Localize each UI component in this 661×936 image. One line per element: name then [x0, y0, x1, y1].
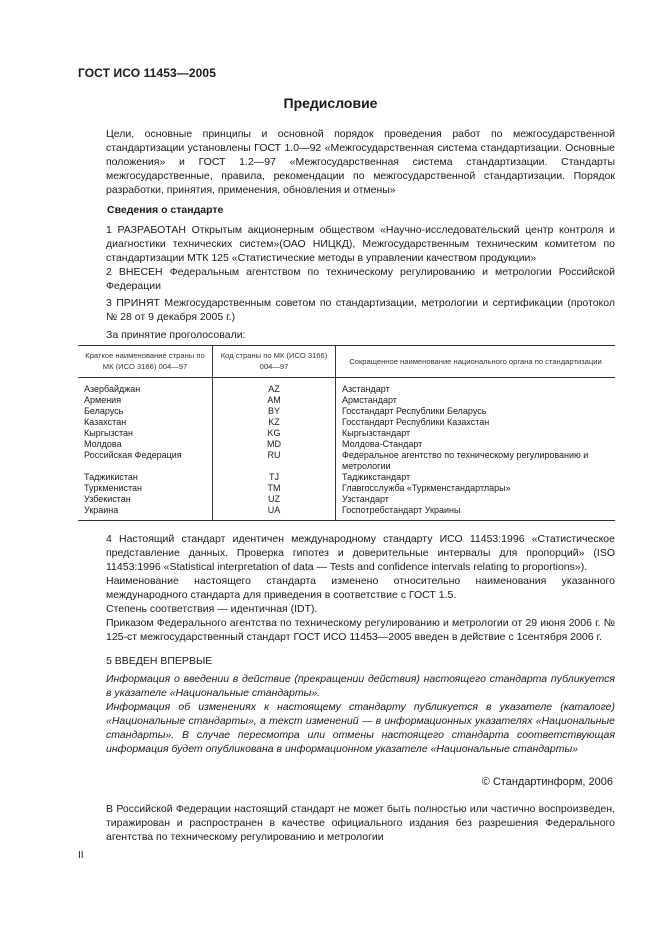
info-block	[78, 672, 615, 756]
copyright: © Стандартинформ, 2006	[481, 776, 613, 788]
table-row	[78, 505, 615, 521]
item-1-text: 1 РАЗРАБОТАН Открытым акционерным обществом «Научно-исследовательский центр контроля и диагностики технических систем»(ОАО НИЦКД), Межгосударственным техническим комитетом по стандартизации МТК 125 «Статистические методы в управлении качеством продукции»	[106, 224, 615, 264]
body-cell: Госпотребстандарт Украины	[336, 505, 616, 521]
voted-line	[78, 328, 615, 342]
item-2-text: 2 ВНЕСЕН Федеральным агентством по техническому регулированию и метрологии Российской Федерации	[106, 266, 615, 292]
item-4-name-change: Наименование настоящего стандарта изменено относительно наименования указанного международного стандарта для приведения в соответствие с ГОСТ 1.5.	[106, 575, 615, 601]
table-row	[78, 406, 615, 417]
table-row	[78, 395, 615, 406]
country-cell: Беларусь	[84, 406, 124, 416]
intro-text: Цели, основные принципы и основной порядок проведения работ по межгосударственной стандартизации установлены ГОСТ 1.0—92 «Межгосударственная система стандартизации. Основные положения» и ГОСТ 1.2—97 «Межгосударственная система стандартизации. Стандарты межгосударственные, правила, рекомендации по межгосударственной стандартизации. Порядок разработки, принятия, применения, обновления и отмены»	[106, 128, 615, 196]
table-header-row	[78, 346, 615, 378]
table-header-body: Сокращенное наименование национального органа по стандартизации	[336, 346, 616, 378]
code-cell: KZ	[213, 417, 336, 428]
code-cell: AM	[213, 395, 336, 406]
item-3	[78, 296, 615, 324]
country-cell: Украина	[78, 505, 213, 521]
item-4-text: 4 Настоящий стандарт идентичен международному стандарту ИСО 11453:1996 «Статистическое представление данных. Проверка гипотез и доверительные интервалы для пропорций» (ISO 11453:1996 «Statistical interpretation of data — Tests and confidence intervals relating to proportions»).	[106, 533, 615, 573]
code-cell: KG	[213, 428, 336, 439]
body-cell: Федеральное агентство по техническому регулированию и метрологии	[342, 450, 589, 471]
body-cell: Главгосслужба «Туркменстандартлары»	[342, 483, 511, 493]
country-cell: Армения	[84, 395, 122, 405]
code-cell: TJ	[213, 472, 336, 483]
country-cell: Молдова	[84, 439, 122, 449]
country-cell: Туркменистан	[84, 483, 143, 493]
table-row	[78, 494, 615, 505]
code-cell: UZ	[213, 494, 336, 505]
body-cell: Кыргызстандарт	[342, 428, 411, 438]
body-cell: Азстандарт	[342, 384, 390, 394]
intro-paragraph	[78, 127, 615, 197]
item-5	[78, 654, 615, 668]
table-header-country: Краткое наименование страны по МК (ИСО 3166) 004—97	[78, 346, 213, 378]
voting-table	[78, 345, 615, 521]
item-4-degree: Степень соответствия — идентичная (IDT).	[106, 603, 318, 615]
item-4	[78, 532, 615, 644]
table-row	[78, 378, 615, 396]
body-cell: Госстандарт Республики Беларусь	[342, 406, 487, 416]
info-paragraph-2: Информация об изменениях к настоящему стандарту публикуется в указателе (каталоге) «Национальные стандарты», а текст изменений — в информационных указателях «Национальные стандарты». В случае пересмотра или отмены настоящего стандарта соответствующая информация будет опубликована в информационном указателе «Национальные стандарты»	[106, 701, 615, 755]
document-header: ГОСТ ИСО 11453—2005	[78, 66, 216, 80]
body-cell: Госстандарт Республики Казахстан	[342, 417, 490, 427]
code-cell: TM	[213, 483, 336, 494]
table-row	[78, 472, 615, 483]
table-row	[78, 417, 615, 428]
country-cell: Узбекистан	[84, 494, 131, 504]
item-2	[78, 265, 615, 293]
country-cell: Азербайджан	[84, 384, 141, 394]
item-3-text: 3 ПРИНЯТ Межгосударственным советом по стандартизации, метрологии и сертификации (протокол № 28 от 9 декабря 2005 г.)	[106, 297, 615, 323]
code-cell: AZ	[213, 378, 336, 396]
table-header-code: Код страны по МК (ИСО 3166) 004—97	[213, 346, 336, 378]
country-cell: Казахстан	[84, 417, 127, 427]
item-5-text: 5 ВВЕДЕН ВПЕРВЫЕ	[106, 655, 213, 667]
notice-text: В Российской Федерации настоящий стандарт не может быть полностью или частично воспроизведен, тиражирован и распространен в качестве официального издания без разрешения Федерального агентства по техническому регулированию и метрологии	[106, 803, 615, 843]
country-cell: Российская Федерация	[84, 450, 182, 460]
code-cell: BY	[213, 406, 336, 417]
country-cell: Таджикистан	[84, 472, 138, 482]
item-1	[78, 223, 615, 265]
reproduction-notice	[78, 802, 615, 844]
page-number: II	[78, 850, 84, 861]
body-cell: Молдова-Стандарт	[342, 439, 423, 449]
body-cell: Армстандарт	[342, 395, 397, 405]
code-cell: RU	[213, 450, 336, 472]
code-cell: MD	[213, 439, 336, 450]
country-cell: Кыргызстан	[84, 428, 133, 438]
table-row	[78, 483, 615, 494]
item-4-order: Приказом Федерального агентства по техническому регулированию и метрологии от 29 июня 2006 г. № 125-ст межгосударственный стандарт ГОСТ ИСО 11453—2005 введен в действие с 1сентября 2006 г.	[106, 617, 615, 643]
body-cell: Узстандарт	[342, 494, 389, 504]
page-title: Предисловие	[283, 95, 378, 111]
voted-text: За принятие проголосовали:	[106, 329, 246, 341]
section-heading: Сведения о стандарте	[107, 204, 224, 216]
info-paragraph-1: Информация о введении в действие (прекращении действия) настоящего стандарта публикуется в указателе «Национальные стандарты».	[106, 673, 615, 699]
table-row	[78, 439, 615, 450]
table-row	[78, 428, 615, 439]
table-row	[78, 450, 615, 472]
body-cell: Таджикстандарт	[342, 472, 411, 482]
code-cell: UA	[213, 505, 336, 521]
